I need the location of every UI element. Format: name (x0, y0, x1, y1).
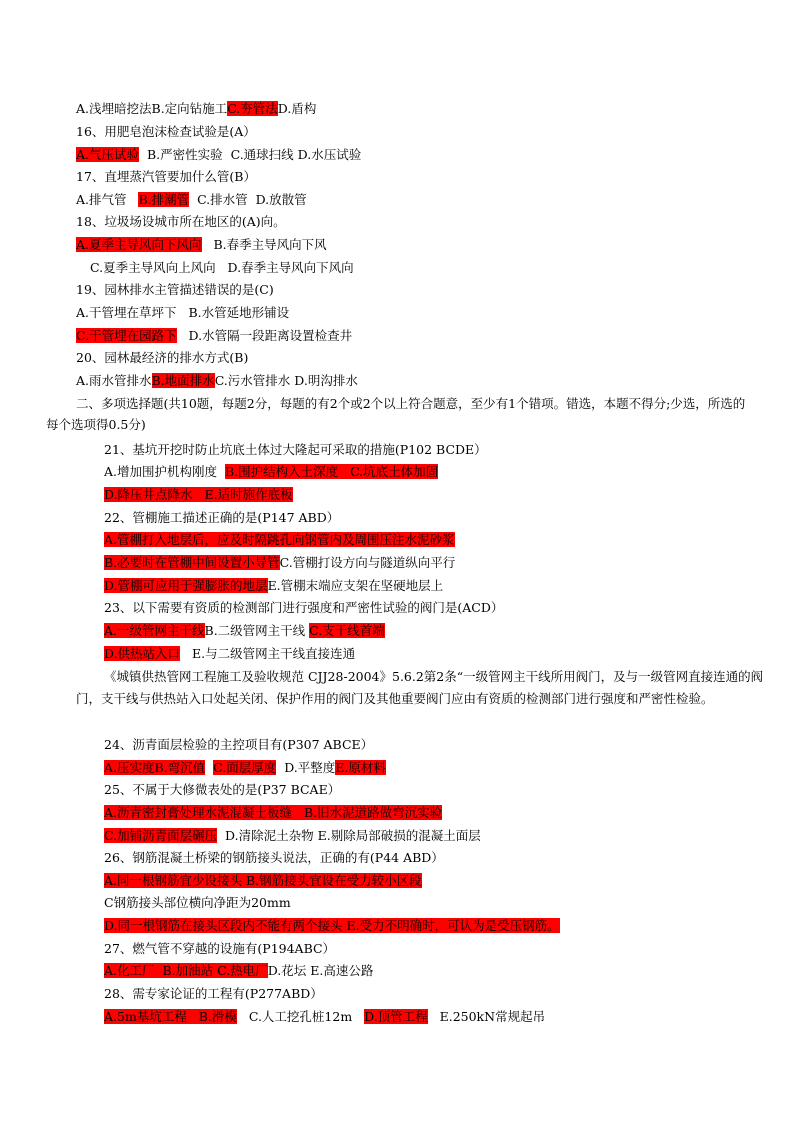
option-c: C.通球扫线 (230, 147, 294, 162)
option-b-highlighted: B.地面排水 (151, 373, 215, 388)
option-de-highlighted (104, 918, 560, 933)
q19-options-row1 (76, 303, 289, 323)
option-c-highlighted: C.支干线首端 (309, 623, 385, 638)
option-e: E.250kN常规起吊 (439, 1009, 546, 1024)
option-a-highlighted: A.一级管网主干线 (104, 623, 205, 638)
q17-options (76, 190, 307, 210)
q22-options-row3 (104, 576, 443, 596)
q17-stem: 17、直埋蒸汽管要加什么管(B） (76, 169, 256, 184)
option-b: B.严密性实验 (146, 147, 223, 162)
q27-options (104, 961, 373, 981)
option-a-highlighted: A.夏季主导风向下风向 (76, 237, 202, 252)
option-d-highlighted: D.顶管工程 (364, 1009, 428, 1024)
q19-stem: 19、园林排水主管描述错误的是(C) (76, 282, 274, 297)
q20-stem: 20、园林最经济的排水方式(B) (76, 350, 249, 365)
q28-stem: 28、需专家论证的工程有(P277ABD） (104, 986, 323, 1001)
q23-stem: 23、以下需要有资质的检测部门进行强度和严密性试验的阀门是(ACD） (104, 600, 504, 615)
option-a: A.化工厂 (104, 963, 155, 978)
option-ab-highlighted (104, 1009, 237, 1024)
option-a: A.干管埋在草坪下 (76, 305, 177, 320)
option-a: A.5m基坑工程 (104, 1009, 187, 1024)
q16-stem: 16、用肥皂泡沫检查试验是(A） (76, 124, 256, 139)
option-b: B.加油站 (162, 963, 214, 978)
option-c: C.污水管排水 (214, 373, 291, 388)
q21-options-row1 (104, 462, 438, 482)
q26-options-row3 (104, 916, 560, 936)
option-a-highlighted: A.管棚打入地层后，应及时隔跳孔向钢管内及周围压注水泥砂浆 (104, 532, 455, 547)
option-c-highlighted: C.加铺沥青面层碾压 (104, 828, 218, 843)
q23-note: 《城镇供热管网工程施工及验收规范 CJJ28-2004》5.6.2第2条“一级管网主干线所用阀门，及与一级管网直接连通的阀门，支干线与供热站入口处起关闭、保护作用的阀门及其他重要阀门应由有资质的检测部门进行强度和严密性检验。 (76, 669, 764, 706)
option-c: C.热电厂 (217, 963, 268, 978)
q25-stem: 25、不属于大修微表处的是(P37 BCAE） (104, 782, 341, 797)
option-a: A.同一根钢筋宜少设接头 (104, 873, 243, 888)
q26-options-row1 (104, 871, 422, 891)
option-b: B.弯沉值 (154, 760, 206, 775)
option-d: D.水压试验 (297, 147, 362, 162)
q28-options (104, 1007, 545, 1027)
q18-options-row2 (90, 258, 354, 278)
option-a: A.沥青密封膏处理水泥混凝土板缝 (104, 805, 293, 820)
q18-stem: 18、垃圾场设城市所在地区的(A)向。 (76, 214, 286, 229)
q16-options (76, 145, 361, 165)
option-e: E.管棚末端应支架在坚硬地层上 (267, 578, 444, 593)
option-d: D.放散管 (255, 192, 307, 207)
option-e: E.受力不明确时，可认为是受压钢筋。 (346, 918, 560, 933)
option-abc-highlighted (104, 963, 268, 978)
option-e: E.剔除局部破损的混凝土面层 (317, 828, 481, 843)
q18-options-row1 (76, 235, 327, 255)
option-d: D.清除泥土杂物 (225, 828, 314, 843)
option-b: B.二级管网主干线 (204, 623, 306, 638)
option-d: D.花坛 (267, 963, 307, 978)
option-a-highlighted: A.气压试验 (76, 147, 140, 162)
q25-options-row1 (104, 803, 442, 823)
option-b-highlighted: B.排潮管 (138, 192, 190, 207)
option-d: D.降压井点降水 (104, 487, 193, 502)
option-e: E.适时施作底板 (204, 487, 293, 502)
option-c: C.夏季主导风向上风向 (90, 260, 216, 275)
q24-stem: 24、沥青面层检验的主控项目有(P307 ABCE） (104, 737, 374, 752)
q26-stem: 26、钢筋混凝土桥梁的钢筋接头说法，正确的有(P44 ABD） (104, 850, 444, 865)
option-e-highlighted: E.原材料 (335, 760, 386, 775)
option-b: B.定向钻施工 (151, 101, 228, 116)
option-c: C.排水管 (197, 192, 248, 207)
q21-stem: 21、基坑开挖时防止坑底土体过大隆起可采取的措施(P102 BCDE） (104, 442, 487, 457)
option-c-highlighted: C.面层厚度 (213, 760, 277, 775)
option-b: B.滑模 (198, 1009, 237, 1024)
option-bc-highlighted (225, 464, 438, 479)
option-c: C.人工挖孔桩12m (248, 1009, 353, 1024)
option-b: B.钢筋接头宜设在受力较小区段 (246, 873, 422, 888)
option-b-highlighted: B.必要时在管棚中间设置小导管 (104, 555, 280, 570)
option-e: E.与二级管网主干线直接连通 (191, 646, 356, 661)
q22-options-row2 (104, 553, 455, 573)
option-e: E.高速公路 (310, 963, 374, 978)
q19-options-row2 (76, 326, 352, 346)
option-a: A.排气管 (76, 192, 127, 207)
q23-options-row2 (104, 644, 355, 664)
q27-stem: 27、燃气管不穿越的设施有(P194ABC） (104, 941, 336, 956)
option-d: D.春季主导风向下风向 (227, 260, 354, 275)
option-a: A.压实度 (104, 760, 155, 775)
option-ab-highlighted (104, 873, 422, 888)
option-d-highlighted: D.供热站入口 (104, 646, 181, 661)
option-d: D.水管隔一段距离设置检查井 (188, 328, 353, 343)
option-d: D.平整度 (284, 760, 336, 775)
option-d: D.同一根钢筋在接头区段内不能有两个接头 (104, 918, 343, 933)
option-c-highlighted: C.夯管法 (227, 101, 278, 116)
option-d: D.盾构 (277, 101, 317, 116)
option-de-highlighted (104, 487, 293, 502)
q25-options-row2 (104, 826, 481, 846)
option-c: C.坑底土体加固 (350, 464, 439, 479)
q15-options (76, 99, 316, 119)
option-d-highlighted: D.管棚可应用于强膨胀的地层 (104, 578, 268, 593)
option-b: B.围护结构入土深度 (224, 464, 339, 479)
q23-options-row1 (104, 621, 385, 641)
option-d: D.明沟排水 (294, 373, 358, 388)
option-ab-highlighted (104, 760, 205, 775)
q22-stem: 22、管棚施工描述正确的是(P147 ABD） (104, 510, 340, 525)
q26-option-c: C钢筋接头部位横向净距为20mm (104, 895, 291, 910)
q24-options (104, 758, 386, 778)
q22-options-row1 (104, 530, 455, 550)
option-c: C.管棚打设方向与隧道纵向平行 (279, 555, 456, 570)
option-ab-highlighted (104, 805, 442, 820)
option-c-highlighted: C.干管埋在园路下 (76, 328, 177, 343)
option-b: B.旧水泥道路做弯沉实验 (303, 805, 443, 820)
option-a: A.增加围护机构刚度 (104, 464, 218, 479)
section-heading: 二、多项选择题(共10题，每题2分，每题的有2个或2个以上符合题意，至少有1个错项。错选，本题不得分;少选，所选的每个选项得0.5分) (46, 396, 746, 432)
option-b: B.春季主导风向下风 (213, 237, 327, 252)
option-a: A.浅埋暗挖法 (76, 101, 152, 116)
q20-options (76, 371, 358, 391)
q21-options-row2 (104, 485, 293, 505)
option-a: A.雨水管排水 (76, 373, 152, 388)
option-b: B.水管延地形铺设 (188, 305, 290, 320)
